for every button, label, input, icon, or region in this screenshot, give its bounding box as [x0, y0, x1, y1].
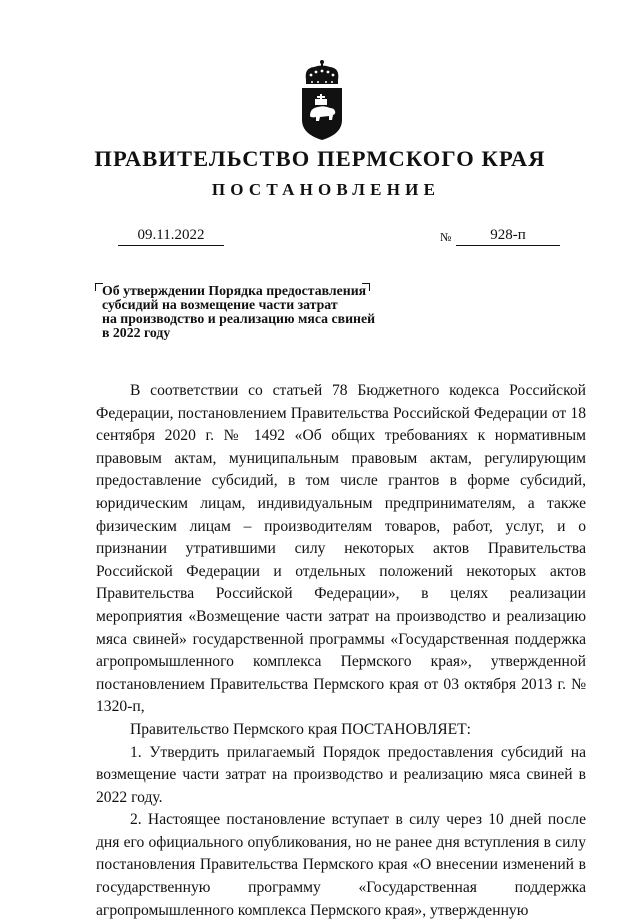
- body-paragraph: В соответствии со статьей 78 Бюджетного кодекса Российской Федерации, постановлением Правительства Российской Федерации от 18 сентября 2020 г. № 1492 «Об общих требованиях к нормативным правовым актам, муниципальным правовым актам, регулирующим предоставление субсидий, в том числе грантов в форме субсидий, юридическим лицам, индивидуальным предпринимателям, а также физическим лицам – производителям товаров, работ, услуг, и о признании утратившими силу некоторых актов Правительства Российской Федерации и отдельных положений некоторых актов Правительства Российской Федерации», в целях реализации мероприятия «Возмещение части затрат на производство и реализацию мяса свиней» государственной программы «Государственная поддержка агропромышленного комплекса Пермского края», утвержденной постановлением Правительства Пермского края от 03 октября 2013 г. № 1320-п,: [96, 382, 586, 716]
- perm-krai-coat-of-arms-icon: [292, 58, 352, 142]
- document-kind: ПОСТАНОВЛЕНИЕ: [211, 180, 441, 199]
- document-number: 928-п: [456, 226, 560, 246]
- body-paragraph: 2. Настоящее постановление вступает в силу через 10 дней после дня его официального опубликования, но не ранее дня вступления в силу постановления Правительства Пермского края «О внесении изменений в государственную программу «Государственная поддержка агропромышленного комплекса Пермского края», утвержденную: [96, 811, 586, 919]
- body-paragraph: 1. Утвердить прилагаемый Порядок предоставления субсидий на возмещение части затрат на производство и реализацию мяса свиней в 2022 году.: [96, 743, 586, 806]
- subject-line: в 2022 году: [102, 325, 171, 340]
- subject-line: субсидий на возмещение части затрат: [102, 297, 338, 312]
- number-label: №: [440, 230, 452, 244]
- document-subject: [102, 284, 422, 340]
- government-title: ПРАВИТЕЛЬСТВО ПЕРМСКОГО КРАЯ: [94, 146, 546, 171]
- document-date: 09.11.2022: [118, 226, 224, 246]
- document-body: [96, 380, 586, 922]
- body-paragraph: Правительство Пермского края ПОСТАНОВЛЯЕТ:: [130, 720, 471, 738]
- subject-line: на производство и реализацию мяса свиней: [102, 311, 376, 326]
- subject-line: Об утверждении Порядка предоставления: [102, 283, 367, 298]
